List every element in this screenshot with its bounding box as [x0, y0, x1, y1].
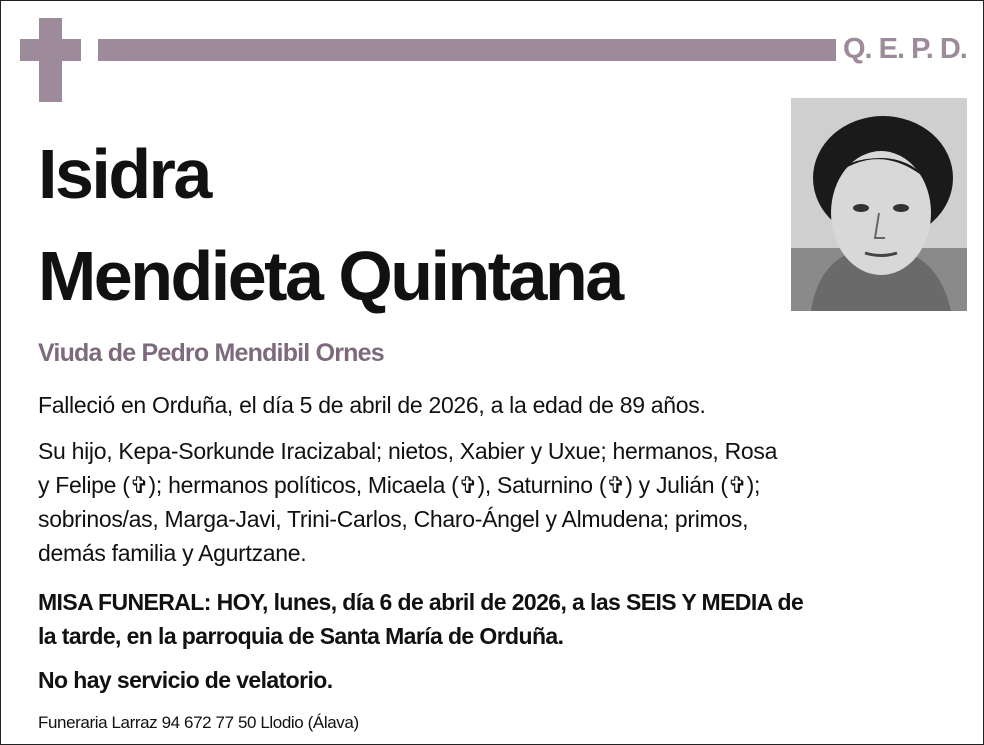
qepd-label: Q. E. P. D.	[843, 33, 967, 65]
family-line: y Felipe (✞); hermanos políticos, Micaela (✞), Saturnino (✞) y Julián (✞);	[38, 472, 761, 498]
funeral-line: la tarde, en la parroquia de Santa María de Orduña.	[38, 623, 564, 649]
deceased-surnames: Mendieta Quintana	[38, 237, 622, 315]
family-list	[38, 434, 777, 570]
portrait-photo	[791, 98, 967, 311]
family-line: demás familia y Agurtzane.	[38, 540, 307, 566]
funeral-mass	[38, 585, 803, 653]
deceased-first-name: Isidra	[38, 135, 210, 213]
cross-icon-arm	[20, 39, 81, 61]
family-line: sobrinos/as, Marga-Javi, Trini-Carlos, Charo-Ángel y Almudena; primos,	[38, 506, 749, 532]
death-notice: Falleció en Orduña, el día 5 de abril de 2026, a la edad de 89 años.	[38, 392, 706, 418]
widow-of: Viuda de Pedro Mendibil Ornes	[38, 339, 384, 367]
funeral-line: MISA FUNERAL: HOY, lunes, día 6 de abril de 2026, a las SEIS Y MEDIA de	[38, 589, 804, 615]
wake-notice: No hay servicio de velatorio.	[38, 667, 333, 693]
family-line: Su hijo, Kepa-Sorkunde Iracizabal; nietos, Xabier y Uxue; hermanos, Rosa	[38, 438, 778, 464]
funeral-home: Funeraria Larraz 94 672 77 50 Llodio (Álava)	[38, 713, 359, 732]
header-bar	[98, 39, 836, 61]
